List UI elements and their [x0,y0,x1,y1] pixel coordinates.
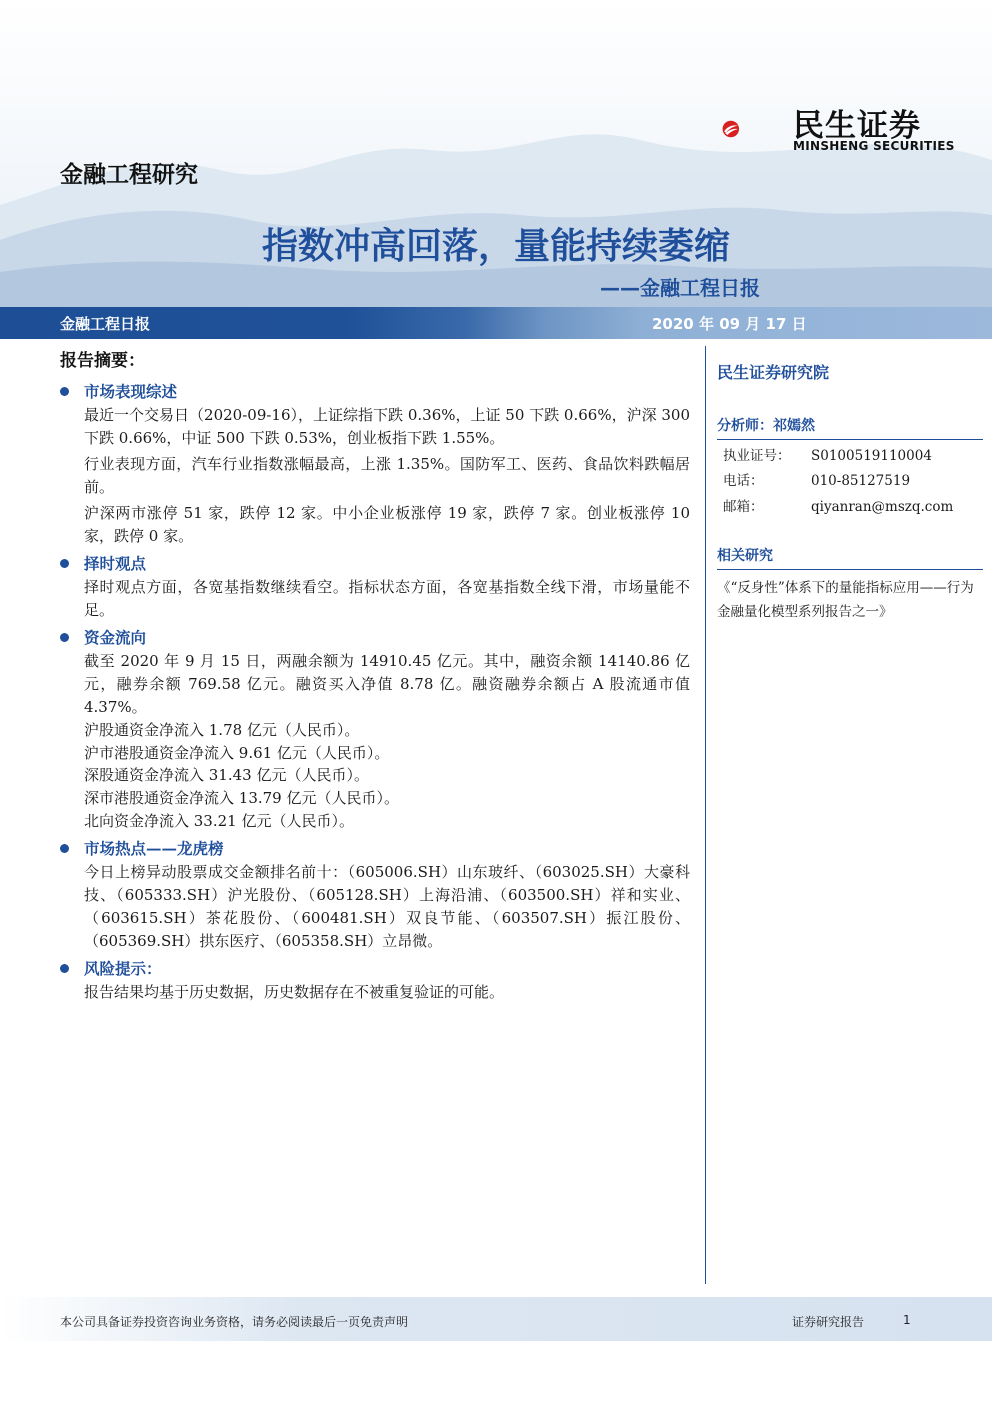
footer-disclaimer: 本公司具备证券投资咨询业务资格，请务必阅读最后一页免责声明 [60,1315,409,1329]
paragraph: 今日上榜异动股票成交金额排名前十：（605006.SH）山东玻纤、（603025.SH）大豪科技、（605333.SH）沪光股份、（605128.SH）上海沿浦、（603500.SH）祥和实业、（603615.SH）茶花股份、（600481.SH）双良节能、（603507.SH）振江股份、（605369.SH）拱东医疗、（605358.SH）立昂微。 [84,862,690,950]
flow-line: 沪股通资金净流入 1.78 亿元（人民币）。 [84,721,360,739]
band-date: 2020 年 09 月 17 日 [652,315,807,333]
paragraph: 截至 2020 年 9 月 15 日，两融余额为 14910.45 亿元。其中，融资余额 14140.86 亿元，融券余额 769.58 亿元。融资买入净值 8.78 亿。融资融券余额占 A 股流通市值 4.37%。 [84,652,690,716]
flow-line: 深股通资金净流入 31.43 亿元（人民币）。 [84,766,369,785]
paragraph: 择时观点方面，各宽基指数继续看空。指标状态方面，各宽基指数全线下滑，市场量能不足。 [84,578,690,619]
logo-text-cn: 民生证券 [793,108,921,144]
related-research-heading: 相关研究 [717,545,983,570]
section-heading-text: 市场热点——龙虎榜 [84,838,224,858]
section-heading [60,379,690,404]
section-heading-text: 资金流向 [84,628,147,647]
paragraph: 最近一个交易日（2020-09-16），上证综指下跌 0.36%，上证 50 下跌 0.66%，沪深 300 下跌 0.66%，中证 500 下跌 0.53%，创业板指下跌 1.55%。 [84,406,690,447]
summary-content [60,379,690,1007]
cert-value: S0100519110004 [811,448,932,464]
summary-title: 报告摘要： [60,351,145,371]
band-report-type: 金融工程日报 [60,315,151,333]
flow-line: 深市港股通资金净流入 13.79 亿元（人民币）。 [84,789,399,808]
bullet-icon [60,844,69,853]
cert-label: 执业证号： [723,448,791,464]
section-heading [60,836,690,861]
logo-text-en: MINSHENG SECURITIES [793,139,955,153]
email-label: 邮箱： [723,499,764,515]
email-value[interactable]: qiyanran@mszq.com [811,499,954,515]
page-number: 1 [903,1313,911,1327]
related-research-item[interactable]: 《“反身性”体系下的量能指标应用——行为金融量化模型系列报告之一》 [717,580,974,620]
footer-doc-type: 证券研究报告 [792,1315,865,1329]
bullet-icon [60,387,69,396]
flow-line: 沪市港股通资金净流入 9.61 亿元（人民币）。 [84,743,390,762]
section-heading-text: 风险提示： [84,958,162,978]
email-row [723,495,953,515]
paragraph: 报告结果均基于历史数据，历史数据存在不被重复验证的可能。 [84,982,505,1001]
minsheng-logo-icon [722,97,788,161]
analyst-heading: 分析师：祁嫣然 [717,415,983,440]
bullet-icon [60,559,69,568]
institute-name: 民生证券研究院 [717,363,830,382]
phone-row [723,469,910,489]
section-heading [60,551,690,576]
flow-line: 北向资金净流入 33.21 亿元（人民币）。 [84,811,354,830]
section-heading-text: 择时观点 [84,554,147,573]
paragraph: 沪深两市涨停 51 家，跌停 12 家。中小企业板涨停 19 家，跌停 7 家。创业板涨停 10 家，跌停 0 家。 [84,504,690,545]
page-title: 指数冲高回落，量能持续萎缩 [261,226,730,267]
section-label: 金融工程研究 [60,162,198,188]
section-heading-text: 市场表现综述 [84,382,178,401]
cert-row [723,444,932,464]
column-divider [705,346,706,1284]
phone-label: 电话： [723,473,764,489]
phone-value: 010-85127519 [811,473,911,489]
bullet-icon [60,633,69,642]
section-heading [60,956,690,981]
paragraph: 行业表现方面，汽车行业指数涨幅最高，上涨 1.35%。国防军工、医药、食品饮料跌幅居前。 [84,455,690,496]
page-subtitle: ——金融工程日报 [600,276,760,300]
section-heading [60,625,690,650]
bullet-icon [60,964,69,973]
